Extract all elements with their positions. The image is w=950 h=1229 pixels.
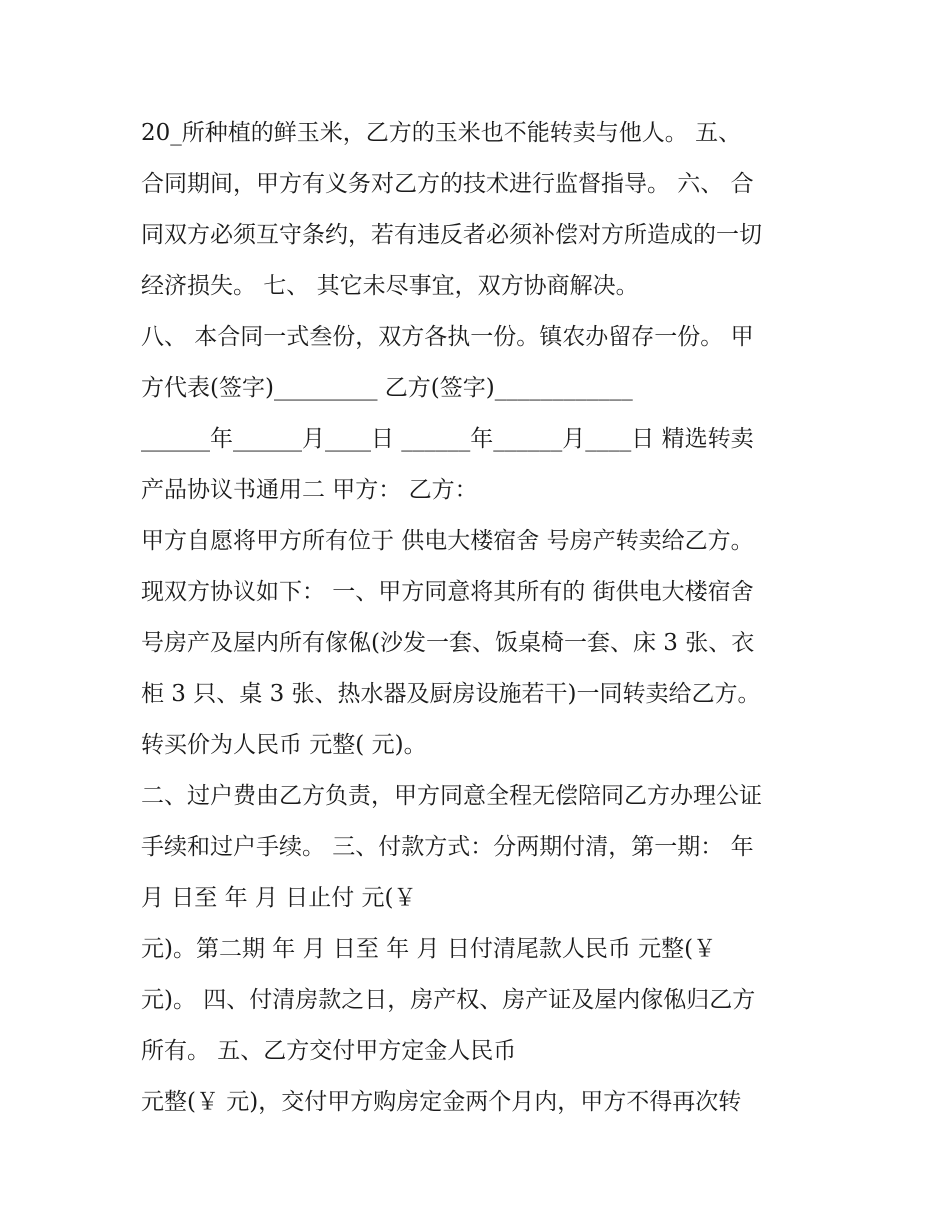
text-line: 元)。 四、付清房款之日，房产权、房产证及屋内傢俬归乙方 — [141, 987, 756, 1013]
text-line: 所有。 五、乙方交付甲方定金人民币 — [141, 1038, 517, 1064]
text-line: 方代表(签字)_________ 乙方(签字)____________ — [141, 375, 633, 401]
text-line: 手续和过户手续。 三、付款方式：分两期付清，第一期： 年 — [141, 834, 754, 860]
text-line: 同双方必须互守条约，若有违反者必须补偿对方所造成的一切 — [141, 222, 762, 248]
text-line: 月 日至 年 月 日止付 元(￥ — [141, 885, 417, 911]
text-line: 合同期间，甲方有义务对乙方的技术进行监督指导。 六、 合 — [141, 171, 754, 197]
text-line: 经济损失。 七、 其它未尽事宜，双方协商解决。 — [141, 273, 639, 299]
text-line: 转买价为人民币 元整( 元)。 — [141, 732, 427, 758]
text-line: 元整(￥ 元)，交付甲方购房定金两个月内，甲方不得再次转 — [141, 1089, 742, 1115]
text-line: 元)。第二期 年 月 日至 年 月 日付清尾款人民币 元整(￥ — [141, 936, 717, 962]
text-line: 现双方协议如下： 一、甲方同意将其所有的 街供电大楼宿舍 — [141, 579, 754, 605]
text-line: 八、 本合同一式叁份，双方各执一份。镇农办留存一份。 甲 — [141, 324, 754, 350]
text-line: 20_所种植的鲜玉米，乙方的玉米也不能转卖与他人。 五、 — [141, 120, 742, 146]
text-line: 产品协议书通用二 甲方： 乙方： — [141, 477, 478, 503]
text-line: 柜 3 只、桌 3 张、热水器及厨房设施若干)一同转卖给乙方。 — [141, 681, 761, 707]
text-line: ______年______月____日 ______年______月____日 精选转卖 — [141, 426, 754, 452]
text-line: 甲方自愿将甲方所有位于 供电大楼宿舍 号房产转卖给乙方。 — [141, 528, 754, 554]
document-body — [141, 108, 831, 1128]
text-line: 二、过户费由乙方负责，甲方同意全程无偿陪同乙方办理公证 — [141, 783, 762, 809]
text-line: 号房产及屋内所有傢俬(沙发一套、饭桌椅一套、床 3 张、衣 — [141, 630, 755, 656]
